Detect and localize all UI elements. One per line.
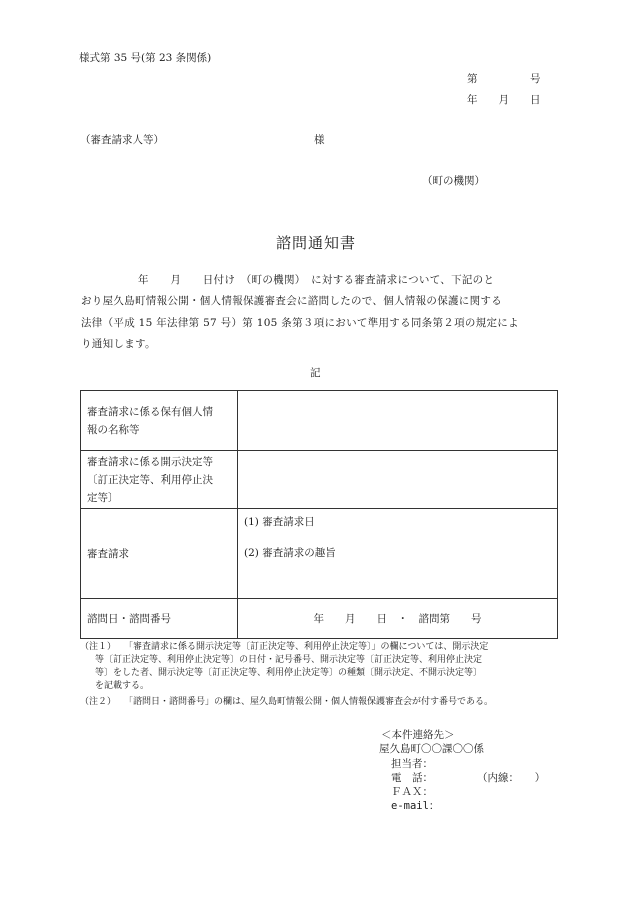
table-label-cell	[81, 391, 238, 451]
row2-label-b: 〔訂正決定等、利用停止決	[87, 473, 213, 486]
table-row	[81, 509, 558, 599]
issuing-agency: （町の機関）	[422, 175, 485, 187]
table-value-cell	[238, 599, 558, 639]
row1-label-b: 報の名称等	[87, 423, 140, 436]
table-row	[81, 599, 558, 639]
row2-label-a: 審査請求に係る開示決定等	[87, 455, 213, 468]
contact-department: 屋久島町〇〇課〇〇係	[379, 743, 484, 755]
request-purpose-item: (2) 審査請求の趣旨	[244, 547, 336, 559]
row3-label: 審査請求	[87, 547, 129, 560]
table-value-cell	[238, 451, 558, 509]
table-value-cell	[238, 509, 558, 599]
contact-email: e-mail：	[391, 800, 440, 812]
row1-label-a: 審査請求に係る保有個人情	[87, 405, 213, 418]
table-row	[81, 391, 558, 451]
body-line-4: り通知します。	[81, 338, 156, 350]
note2-line-a: 「諮問日・諮問番号」の欄は、屋久島町情報公開・個人情報保護審査会が付す番号である。	[124, 697, 494, 707]
body-line-1: 年 月 日付け （町の機関） に対する審査請求について、下記のと	[138, 274, 495, 286]
request-date-item: (1) 審査請求日	[244, 516, 315, 528]
note1-line-b: 等〔訂正決定等、利用停止決定等〕の日付・記号番号、開示決定等〔訂正決定等、利用停止決定	[95, 655, 483, 665]
row4-label: 諮問日・諮問番号	[87, 612, 171, 625]
contact-phone: 電 話：	[391, 772, 433, 784]
requester-name: （審査請求人等）	[80, 134, 164, 146]
table-value-cell	[238, 391, 558, 451]
contact-heading: ＜本件連絡先＞	[381, 729, 455, 741]
body-line-3: 法律（平成 15 年法律第 57 号）第 105 条第３項において準用する同条第２項の規定によ	[81, 317, 519, 329]
table-label-cell	[81, 509, 238, 599]
note1-head: （注１）	[80, 642, 117, 652]
honorific: 様	[314, 134, 325, 146]
note2-head: （注２）	[80, 697, 117, 707]
contact-extension: （内線： ）	[477, 772, 546, 784]
contact-person: 担当者：	[391, 758, 433, 770]
contact-fax: ＦＡＸ：	[391, 786, 433, 798]
inquiry-date-number: 年 月 日 ・ 諮問第 号	[313, 613, 482, 625]
body-line-2: おり屋久島町情報公開・個人情報保護審査会に諮問したので、個人情報の保護に関する	[81, 295, 502, 307]
table-label-cell	[81, 599, 238, 639]
ki-mark: 記	[310, 367, 321, 379]
table-row	[81, 451, 558, 509]
form-number: 様式第 35 号(第 23 条関係)	[79, 52, 212, 64]
table-label-cell	[81, 451, 238, 509]
row2-label-c: 定等〕	[87, 491, 119, 504]
document-title: 諮問通知書	[276, 234, 357, 252]
note1-line-d: を記載する。	[95, 681, 150, 691]
note1-line-c: 等〕をした者、開示決定等〔訂正決定等、利用停止決定等〕の種類〔開示決定、不開示決定等〕	[95, 668, 483, 678]
document-number: 第 号	[467, 73, 541, 85]
note1-line-a: 「審査請求に係る開示決定等〔訂正決定等、利用停止決定等〕」の欄については、開示決定	[124, 642, 489, 652]
request-table	[80, 390, 558, 639]
issue-date: 年 月 日	[467, 94, 541, 106]
